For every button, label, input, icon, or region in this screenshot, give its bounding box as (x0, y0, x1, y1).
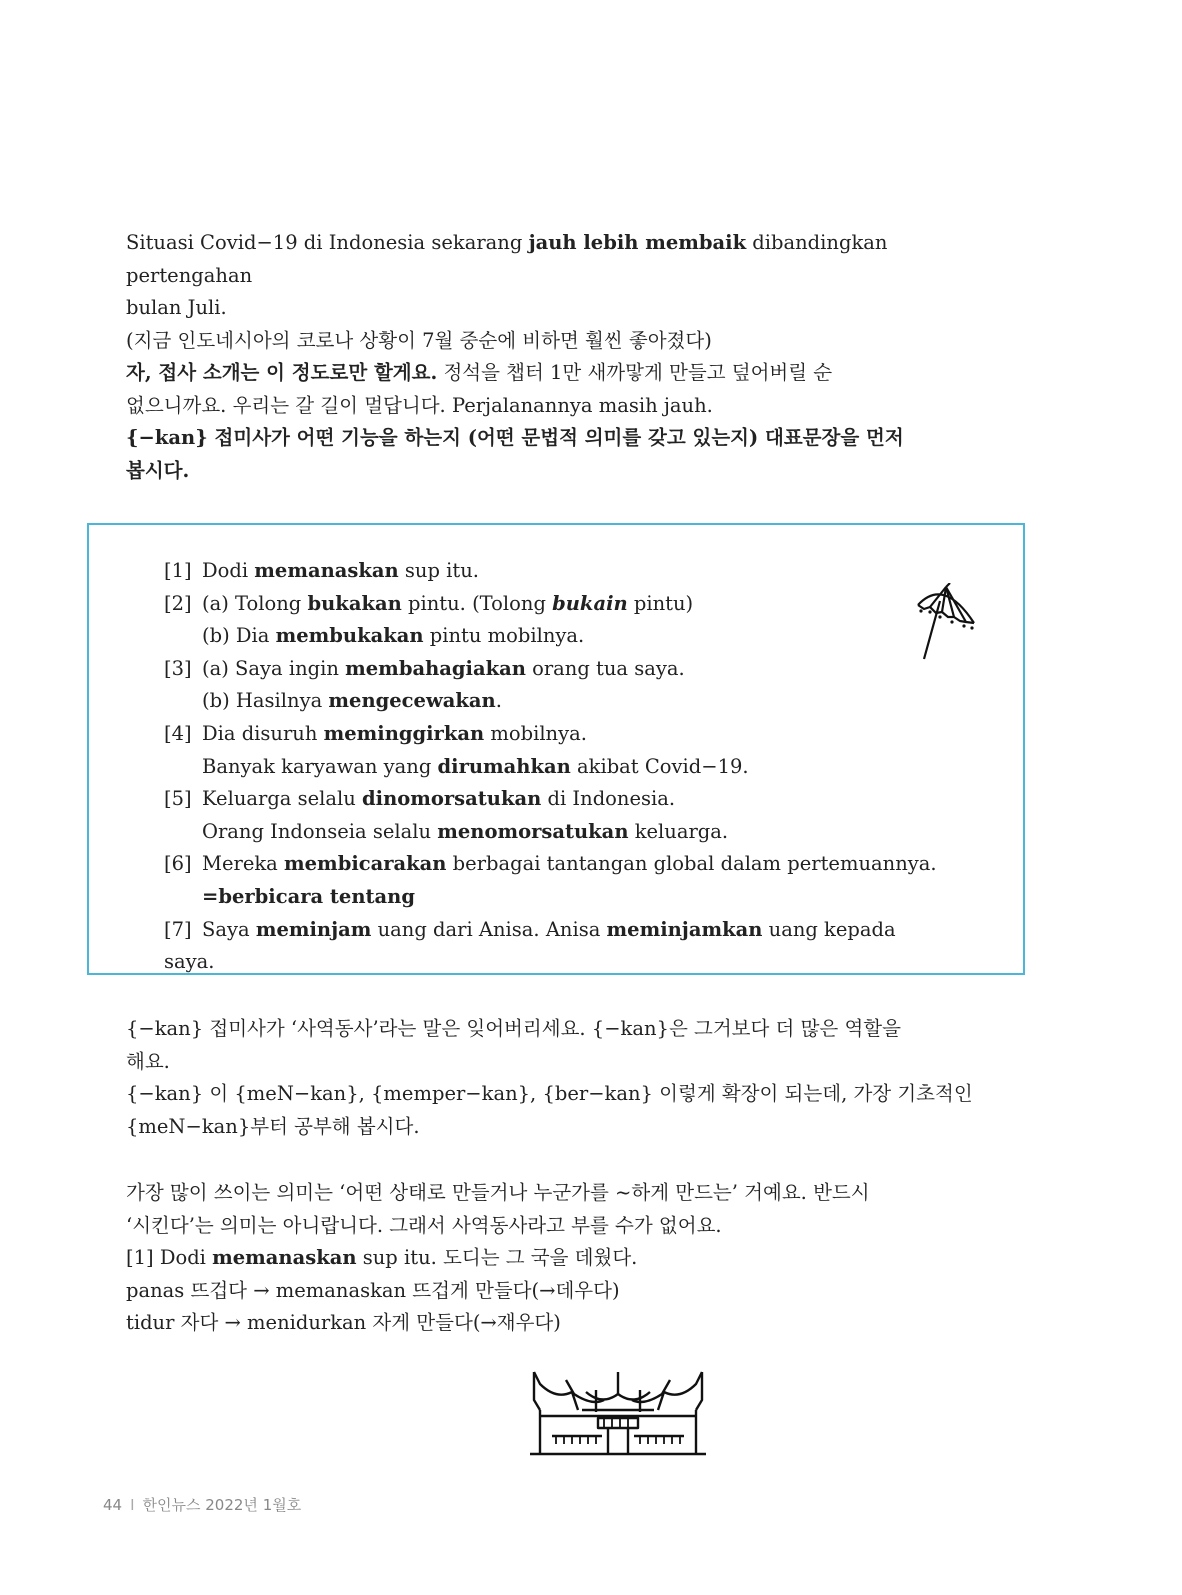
example-text: mobilnya. (484, 721, 587, 745)
example-number: [7] (164, 917, 192, 941)
intro-line-2: bulan Juli. (126, 296, 227, 319)
example-text: orang tua saya. (525, 656, 685, 680)
example-text: Orang Indonseia selalu (202, 819, 438, 843)
example-6a (164, 848, 944, 881)
explanation-line-9: tidur 자다 → menidurkan 자게 만들다(→재우다) (126, 1311, 561, 1334)
intro-line-5: 없으니까요. 우리는 갈 길이 멀답니다. Perjalanannya masih jauh. (126, 393, 713, 417)
example-list (164, 555, 944, 979)
example-text: pintu mobilnya. (423, 624, 585, 648)
explanation-line-7 (126, 1242, 1016, 1275)
example-number: [4] (164, 721, 192, 745)
example-text: sup itu. (398, 559, 479, 582)
example-text: Dia disuruh (202, 721, 324, 745)
publication-title: 한인뉴스 2022년 1월호 (142, 1496, 302, 1514)
example-bold: meminjamkan (606, 917, 763, 941)
example-number: [2] (164, 591, 192, 615)
example-text: . (495, 689, 502, 713)
example-text: Dodi (202, 559, 255, 582)
example-box (87, 523, 1025, 975)
example-bold: bukakan (307, 591, 402, 615)
intro-bold: jauh lebih membaik (528, 231, 747, 254)
page-footer (103, 1494, 301, 1515)
example-text: Banyak karyawan yang (202, 754, 438, 778)
example-3a (164, 653, 944, 686)
example-4a (164, 718, 944, 751)
explanation-line-4: {meN−kan}부터 공부해 봅시다. (126, 1114, 420, 1138)
example-4b (164, 751, 944, 784)
example-bold: menomorsatukan (437, 819, 629, 843)
example-bold: membicarakan (284, 852, 447, 876)
example-6b (164, 881, 944, 914)
example-bold: membukakan (275, 624, 424, 648)
intro-paragraph (126, 227, 1016, 422)
example-bold: meminggirkan (323, 721, 485, 745)
example-bold: meminjam (255, 917, 372, 941)
example-2a (164, 588, 944, 621)
example-5a (164, 783, 944, 816)
example-2b (164, 620, 944, 653)
intro-line-3: (지금 인도네시아의 코로나 상황이 7월 중순에 비하면 훨씬 좋아졌다) (126, 328, 712, 352)
example-text: akibat Covid−19. (570, 754, 749, 778)
example-bold: mengecewakan (328, 689, 496, 713)
explanation-text: sup itu. 도디는 그 국을 데웠다. (356, 1246, 638, 1269)
example-text: pintu) (627, 591, 694, 615)
intro-line-1 (126, 227, 1016, 292)
example-number: [5] (164, 787, 192, 811)
intro-text: dibandingkan pertengahan (126, 231, 888, 287)
example-text: Mereka (202, 852, 285, 876)
example-number: [6] (164, 852, 192, 876)
example-bold-italic: bukain (552, 591, 628, 615)
example-number: [1] (164, 559, 192, 582)
intro-line-4 (126, 357, 1016, 390)
intro-text: 정석을 챕터 1만 새까맣게 만들고 덮어버릴 순 (437, 361, 833, 384)
example-bold: dirumahkan (437, 754, 571, 778)
lead-paragraph (126, 422, 1016, 487)
example-text: (b) Hasilnya (202, 689, 329, 713)
example-text: uang dari Anisa. Anisa (371, 917, 607, 941)
example-bold: memanaskan (254, 559, 399, 582)
example-text: pintu. (Tolong (401, 591, 553, 615)
example-text: (b) Dia (202, 624, 276, 648)
example-bold: dinomorsatukan (362, 787, 542, 811)
intro-text: Situasi Covid−19 di Indonesia sekarang (126, 231, 529, 254)
example-1 (164, 555, 944, 588)
example-text: (a) Tolong (202, 591, 308, 615)
umbrella-icon (910, 583, 980, 661)
lead-line-2: 봅시다. (126, 458, 190, 482)
minangkabau-house-icon (526, 1370, 710, 1458)
explanation-text: [1] Dodi (126, 1246, 213, 1269)
example-3b (164, 685, 944, 718)
explanation-line-1: {−kan} 접미사가 ‘사역동사’라는 말은 잊어버리세요. {−kan}은 그거보다 더 많은 역할을 (126, 1017, 901, 1040)
explanation-line-3: {−kan} 이 {meN−kan}, {memper−kan}, {ber−kan} 이렇게 확장이 되는데, 가장 기초적인 (126, 1082, 973, 1105)
explanation-line-8: panas 뜨겁다 → memanaskan 뜨겁게 만들다(→데우다) (126, 1278, 620, 1302)
example-text: Saya (202, 917, 256, 941)
example-text: Keluarga selalu (202, 787, 363, 811)
example-text: (a) Saya ingin (202, 656, 346, 680)
example-number: [3] (164, 656, 192, 680)
explanation-line-6: ‘시킨다’는 의미는 아니랍니다. 그래서 사역동사라고 부를 수가 없어요. (126, 1213, 722, 1237)
explanation-paragraph-1 (126, 1013, 1016, 1143)
footer-separator: I (130, 1496, 135, 1514)
lead-line-1: {−kan} 접미사가 어떤 기능을 하는지 (어떤 문법적 의미를 갖고 있는지) 대표문장을 먼저 (126, 426, 904, 449)
explanation-line-2: 해요. (126, 1049, 170, 1073)
example-5b (164, 816, 944, 849)
intro-bold: 자, 접사 소개는 이 정도로만 할게요. (126, 361, 438, 384)
example-7 (164, 914, 944, 979)
example-bold: =berbicara tentang (202, 884, 415, 908)
example-text: berbagai tantangan global dalam pertemuannya. (446, 852, 937, 876)
example-text: keluarga. (628, 819, 729, 843)
explanation-paragraph-2 (126, 1177, 1016, 1340)
example-text: di Indonesia. (541, 787, 676, 811)
page-number: 44 (103, 1496, 123, 1514)
example-text: uang kepada saya. (164, 917, 896, 974)
explanation-line-5: 가장 많이 쓰이는 의미는 ‘어떤 상태로 만들거나 누군가를 ~하게 만드는’ 거예요. 반드시 (126, 1181, 870, 1204)
explanation-bold: memanaskan (212, 1246, 357, 1269)
example-bold: membahagiakan (345, 656, 526, 680)
